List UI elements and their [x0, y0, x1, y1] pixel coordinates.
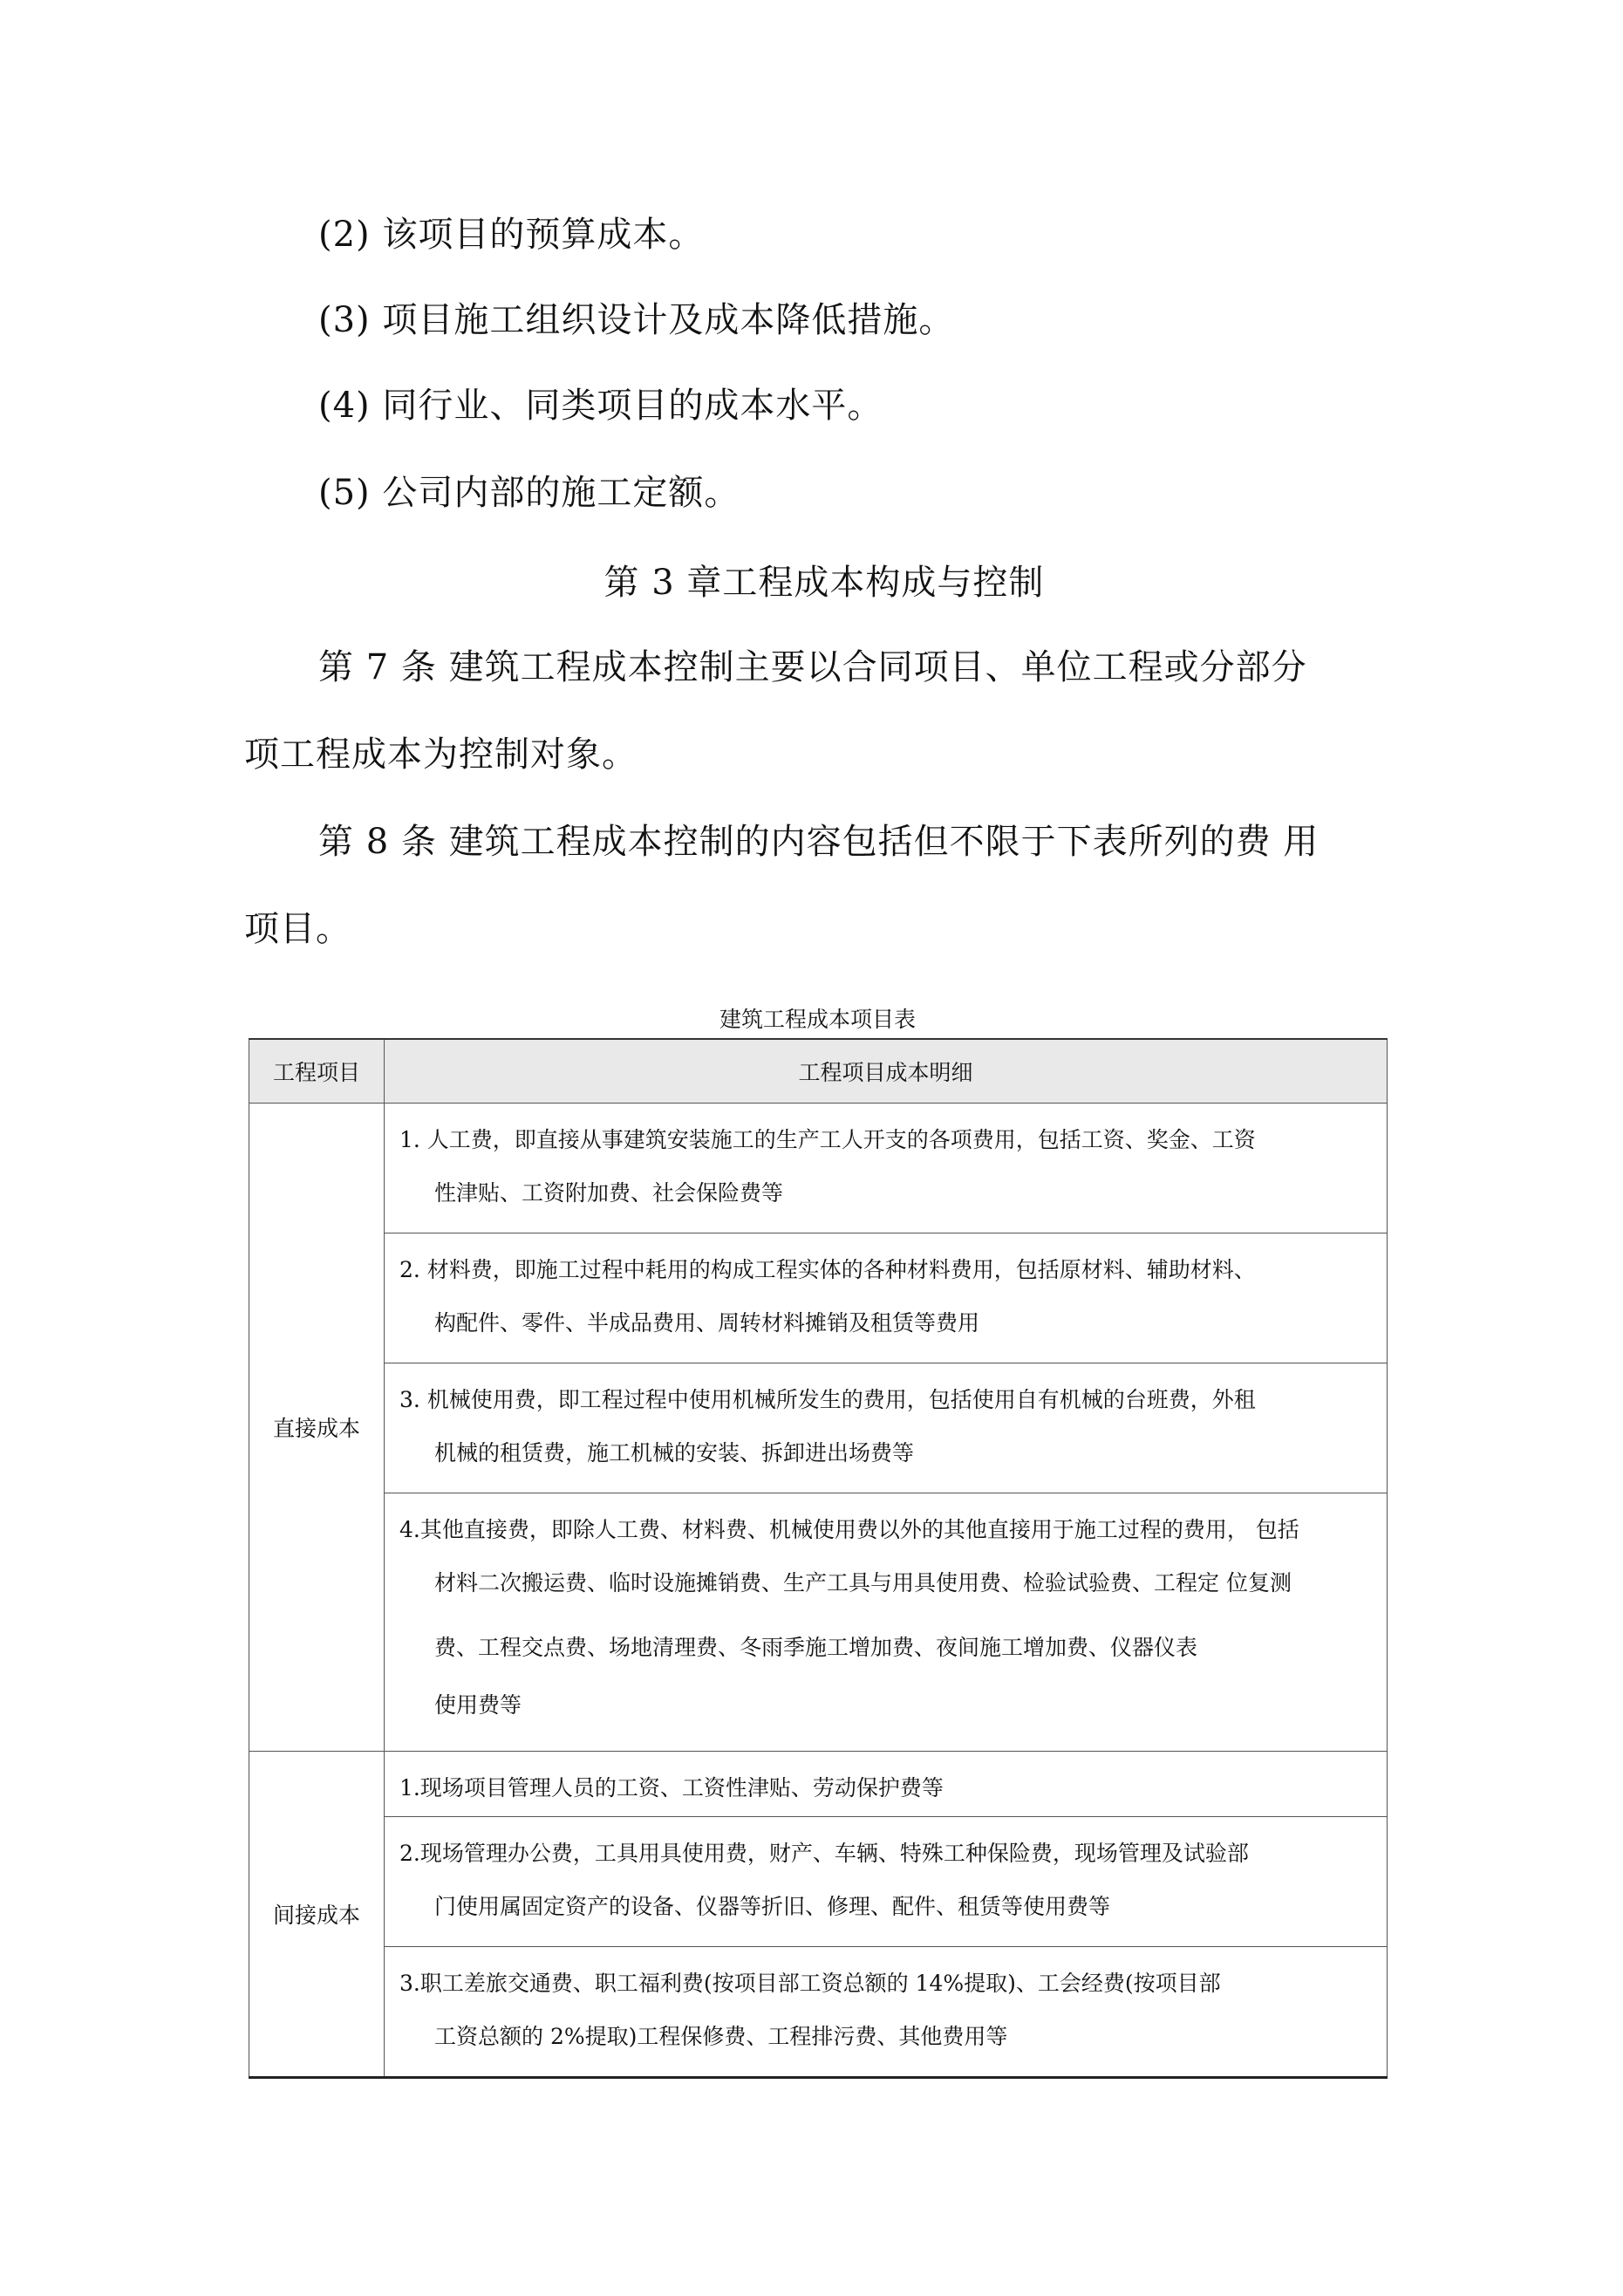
article-7-line-2: 项工程成本为控制对象。	[244, 735, 638, 775]
detail-line: 费、工程交点费、场地清理费、冬雨季施工增加费、夜间施工增加费、仪器仪表	[434, 1635, 1198, 1660]
chapter-title: 第 3 章工程成本构成与控制	[604, 563, 1045, 603]
detail-line: 使用费等	[434, 1692, 522, 1718]
detail-line: 1.现场项目管理人员的工资、工资性津贴、劳动保护费等	[399, 1775, 944, 1801]
header-detail: 工程项目成本明细	[385, 1039, 1388, 1104]
category-direct-cost: 直接成本	[249, 1104, 385, 1752]
detail-line: 2.现场管理办公费，工具用具使用费，财产、车辆、特殊工种保险费，现场管理及试验部	[399, 1841, 1249, 1866]
table-row	[249, 1947, 1388, 2078]
detail-line: 3. 机械使用费，即工程过程中使用机械所发生的费用，包括使用自有机械的台班费，外租	[399, 1387, 1256, 1412]
detail-line: 构配件、零件、半成品费用、周转材料摊销及租赁等费用	[434, 1310, 980, 1336]
table-row	[249, 1817, 1388, 1947]
detail-cell	[385, 1493, 1388, 1752]
article-8-line-1: 第 8 条 建筑工程成本控制的内容包括但不限于下表所列的费 用	[318, 822, 1320, 862]
table-row	[249, 1233, 1388, 1363]
table-caption: 建筑工程成本项目表	[719, 1007, 916, 1032]
detail-line: 性津贴、工资附加费、社会保险费等	[434, 1180, 784, 1206]
table-header-row	[249, 1039, 1388, 1104]
detail-cell	[385, 1752, 1388, 1817]
category-indirect-cost: 间接成本	[249, 1752, 385, 2078]
detail-line: 机械的租赁费，施工机械的安装、拆卸进出场费等	[434, 1440, 915, 1466]
detail-line: 3.职工差旅交通费、职工福利费(按项目部工资总额的 14%提取)、工会经费(按项目部	[399, 1971, 1221, 1996]
article-8-line-2: 项目。	[244, 909, 351, 949]
detail-line: 材料二次搬运费、临时设施摊销费、生产工具与用具使用费、检验试验费、工程定 位复测	[434, 1570, 1292, 1596]
article-7-line-1: 第 7 条 建筑工程成本控制主要以合同项目、单位工程或分部分	[318, 647, 1307, 687]
detail-line: 4.其他直接费，即除人工费、材料费、机械使用费以外的其他直接用于施工过程的费用， 包括	[399, 1517, 1299, 1542]
detail-line: 1. 人工费，即直接从事建筑安装施工的生产工人开支的各项费用，包括工资、奖金、工资	[399, 1127, 1256, 1152]
list-item: (5) 公司内部的施工定额。	[318, 473, 740, 513]
table-row	[249, 1752, 1388, 1817]
detail-line: 2. 材料费，即施工过程中耗用的构成工程实体的各种材料费用，包括原材料、辅助材料、	[399, 1257, 1256, 1282]
list-item: (3) 项目施工组织设计及成本降低措施。	[318, 300, 955, 340]
list-item: (2) 该项目的预算成本。	[318, 215, 705, 255]
detail-cell	[385, 1363, 1388, 1493]
table-row	[249, 1363, 1388, 1493]
detail-cell	[385, 1817, 1388, 1947]
detail-line: 工资总额的 2%提取)工程保修费、工程排污费、其他费用等	[434, 2024, 1008, 2049]
header-project: 工程项目	[249, 1039, 385, 1104]
detail-line: 门使用属固定资产的设备、仪器等折旧、修理、配件、租赁等使用费等	[434, 1894, 1111, 1919]
cost-items-table	[249, 1038, 1388, 2079]
detail-cell	[385, 1104, 1388, 1233]
list-item: (4) 同行业、同类项目的成本水平。	[318, 386, 883, 426]
detail-cell	[385, 1947, 1388, 2078]
table-row	[249, 1104, 1388, 1233]
table-row	[249, 1493, 1388, 1752]
detail-cell	[385, 1233, 1388, 1363]
